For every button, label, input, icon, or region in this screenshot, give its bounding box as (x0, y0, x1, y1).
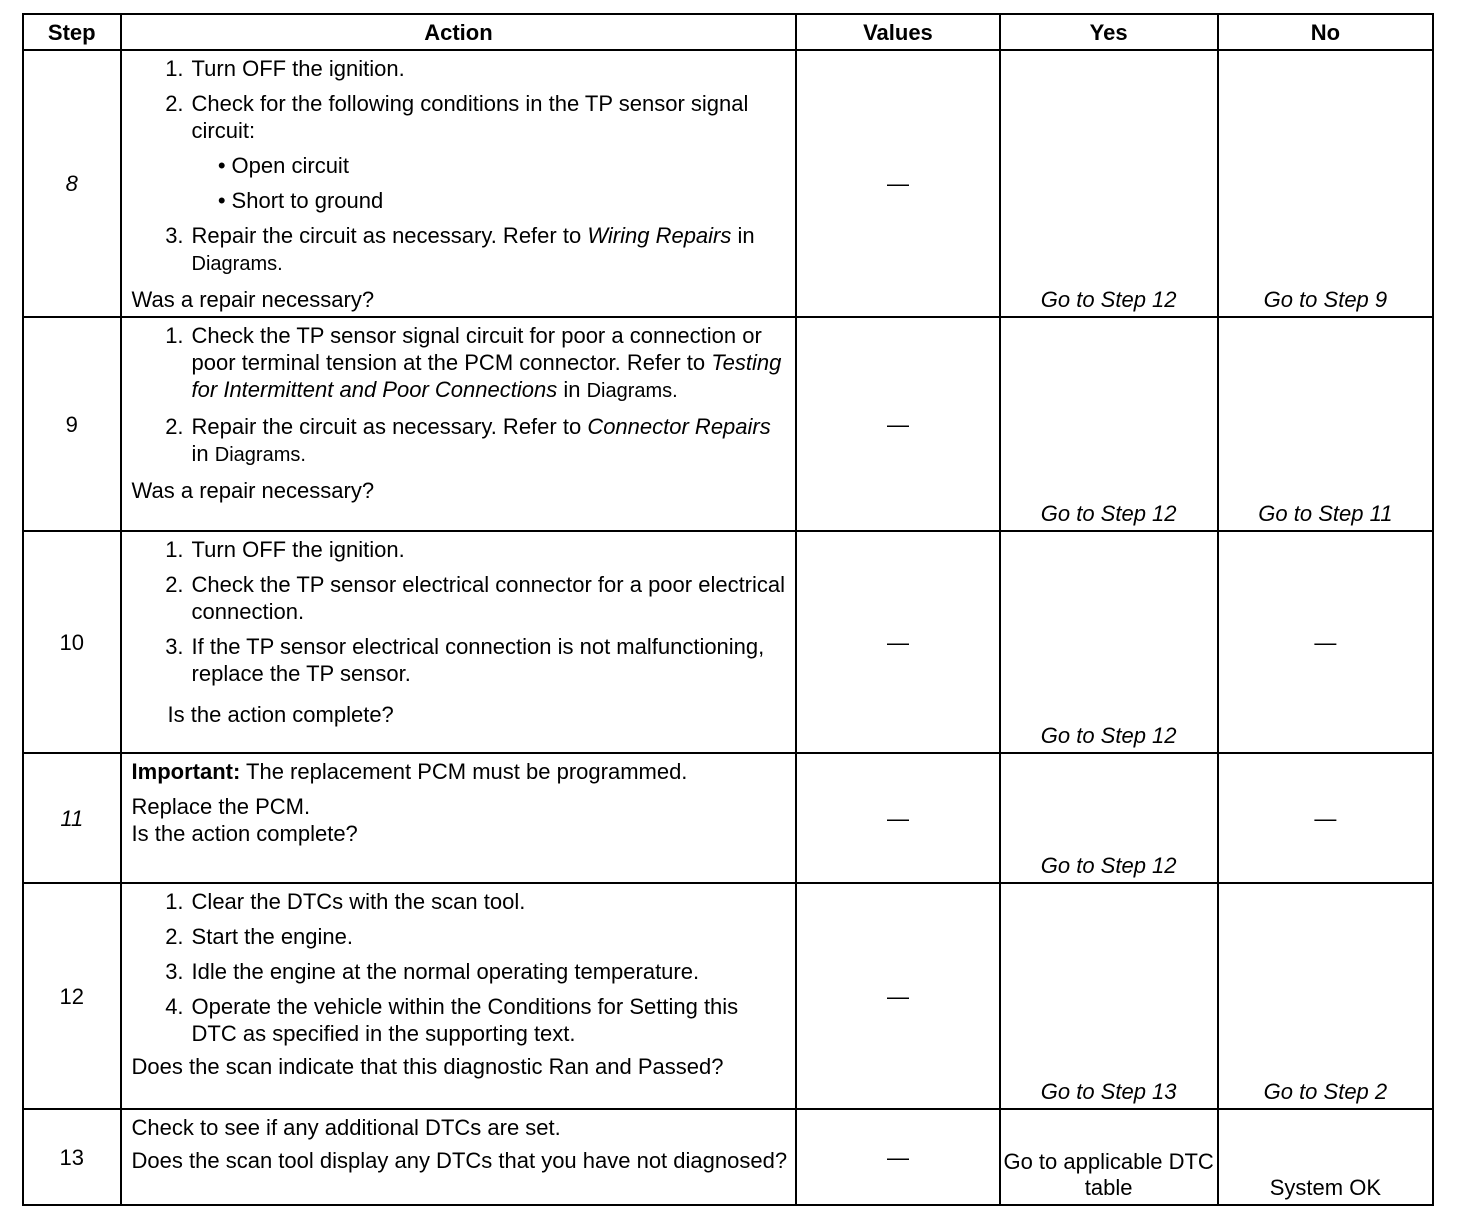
action-text: in (557, 377, 587, 402)
action-item: Operate the vehicle within the Conditions for Setting this DTC as specified in the supporting text. (191, 994, 739, 1046)
action-cell: 1. Clear the DTCs with the scan tool. 2. Start the engine. 3. Idle the engine at the normal operating temperature. 4. Operate the vehicle within the Conditions for Setting this DTC as specified in the supporting text. Does the scan indicate that this diagnostic Ran and Passed? (121, 883, 797, 1109)
action-item: If the TP sensor electrical connection is not malfunctioning, replace the TP sensor. (191, 634, 765, 686)
action-text: Check to see if any additional DTCs are set. (131, 1115, 561, 1140)
header-values: Values (796, 14, 999, 50)
values-cell: — (796, 753, 999, 883)
header-no: No (1218, 14, 1433, 50)
yes-cell[interactable]: Go to applicable DTC table (1000, 1109, 1218, 1205)
no-cell: — (1218, 753, 1433, 883)
action-item: Turn OFF the ignition. (191, 56, 405, 81)
question: Was a repair necessary? (131, 478, 375, 503)
values-cell: — (796, 883, 999, 1109)
reference-source: Diagrams. (191, 253, 283, 275)
table-row (23, 531, 1433, 753)
action-item: Clear the DTCs with the scan tool. (191, 889, 526, 914)
reference-link[interactable]: Connector Repairs (587, 414, 771, 439)
table-row (23, 50, 1433, 317)
values-cell: — (796, 50, 999, 317)
step-number: 10 (23, 531, 121, 753)
yes-cell[interactable]: Go to Step 12 (1000, 50, 1218, 317)
table-row (23, 883, 1433, 1109)
action-text: in (191, 441, 215, 466)
values-cell: — (796, 531, 999, 753)
step-number: 8 (23, 50, 121, 317)
table-row (23, 317, 1433, 531)
no-cell[interactable]: Go to Step 9 (1218, 50, 1433, 317)
table-row (23, 1109, 1433, 1205)
action-item: Check the TP sensor signal circuit for poor a connection or poor terminal tension at the PCM connector. Refer to (191, 323, 762, 375)
reference-link[interactable]: Wiring Repairs (587, 223, 732, 248)
header-step: Step (23, 14, 121, 50)
question: Does the scan tool display any DTCs that you have not diagnosed? (131, 1148, 788, 1173)
action-cell: 1. Turn OFF the ignition. 2. Check the TP sensor electrical connector for a poor electrical connection. 3. If the TP sensor electrical connection is not malfunctioning, replace the TP sensor. Is the action complete? (121, 531, 797, 753)
reference-source: Diagrams. (586, 380, 678, 402)
header-yes: Yes (1000, 14, 1218, 50)
yes-cell[interactable]: Go to Step 13 (1000, 883, 1218, 1109)
no-cell[interactable]: Go to Step 2 (1218, 883, 1433, 1109)
values-cell: — (796, 1109, 999, 1205)
no-cell: — (1218, 531, 1433, 753)
yes-cell[interactable]: Go to Step 12 (1000, 753, 1218, 883)
step-number: 12 (23, 883, 121, 1109)
action-item: Check the TP sensor electrical connector for a poor electrical connection. (191, 572, 786, 624)
action-cell (121, 1109, 797, 1205)
yes-cell[interactable]: Go to Step 12 (1000, 531, 1218, 753)
step-number: 13 (23, 1109, 121, 1205)
action-item: Check for the following conditions in the TP sensor signal circuit: (191, 91, 749, 143)
yes-cell[interactable]: Go to Step 12 (1000, 317, 1218, 531)
step-number: 9 (23, 317, 121, 531)
action-item: Repair the circuit as necessary. Refer to (191, 223, 588, 248)
action-cell: 1. Turn OFF the ignition. 2. Check for the following conditions in the TP sensor signal circuit: • Open circuit • Short to ground 3. Repair the circuit as necessary. Refer to Wiring Repairs in Diagrams. Was a repair necessary? (121, 50, 797, 317)
action-item: Start the engine. (191, 924, 353, 949)
action-item: Idle the engine at the normal operating temperature. (191, 959, 700, 984)
question: Is the action complete? (167, 702, 394, 727)
action-cell (121, 753, 797, 883)
question: Is the action complete? (131, 821, 358, 846)
values-cell: — (796, 317, 999, 531)
action-item: Turn OFF the ignition. (191, 537, 405, 562)
action-item: Repair the circuit as necessary. Refer to (191, 414, 588, 439)
reference-link[interactable]: Testing for Intermittent and Poor Connections (191, 350, 782, 402)
important-text: The replacement PCM must be programmed. (240, 759, 688, 784)
action-cell: 1. Check the TP sensor signal circuit for poor a connection or poor terminal tension at the PCM connector. Refer to Testing for Intermittent and Poor Connections in Diagrams. 2. Repair the circuit as necessary. Refer to Connector Repairs in Diagrams. Was a repair necessary? (121, 317, 797, 531)
diagnostic-table (22, 13, 1434, 1206)
important-label: Important: (131, 759, 241, 784)
bullet-item: Open circuit (231, 153, 349, 178)
action-text: Replace the PCM. (131, 794, 311, 819)
no-cell[interactable]: System OK (1218, 1109, 1433, 1205)
header-action: Action (121, 14, 797, 50)
reference-source: Diagrams. (214, 444, 306, 466)
bullet-item: Short to ground (231, 188, 384, 213)
action-text: in (731, 223, 755, 248)
question: Was a repair necessary? (131, 287, 375, 312)
question: Does the scan indicate that this diagnostic Ran and Passed? (131, 1054, 724, 1079)
table-row (23, 753, 1433, 883)
header-row (23, 14, 1433, 50)
no-cell[interactable]: Go to Step 11 (1218, 317, 1433, 531)
step-number: 11 (23, 753, 121, 883)
